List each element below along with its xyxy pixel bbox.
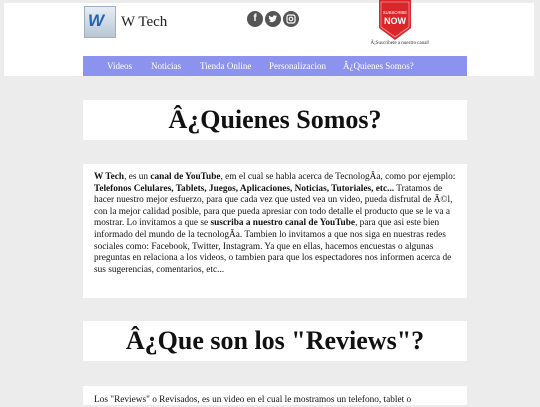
about-text-part: Tratamos de hacer nuestro mejor esfuerzo, para que cada vez que usted vea un video, pueda disfrutal de Ã©l, con la mejor calidad posible, para que pueda apresiar con todo detalle el producto que se le va a mostrar. Lo invitamos a que se bbox=[94, 183, 453, 229]
reviews-card bbox=[83, 386, 467, 405]
main-nav bbox=[83, 56, 467, 76]
about-title-card bbox=[83, 100, 467, 140]
about-title: Â¿Quienes Somos? bbox=[168, 105, 382, 134]
subscribe-badge-line1: SUBSCRIBE bbox=[382, 10, 408, 15]
site-name[interactable]: W Tech bbox=[121, 14, 168, 30]
subscribe-caption: Â¡Suscribete a nuestro canal! bbox=[370, 41, 430, 46]
subscribe-now-badge[interactable] bbox=[377, 0, 413, 40]
about-text-part: , para que asi este bien informado del mundo de la tecnologÃa. Tambien lo invitamos a que nos siga en nuestras redes sociales como: Facebook, Twitter, Instagram. Ya que en ellas, hacemos encuestas o algunas preguntas en relaciona a los videos, o tambien para que los espectadores nos informen acerca de sus sugerencias, comentarios, etc... bbox=[94, 218, 452, 275]
about-brand: W Tech bbox=[94, 172, 125, 182]
instagram-icon[interactable] bbox=[283, 11, 299, 27]
about-subscribe-cta: suscriba a nuestro canal de YouTube bbox=[210, 218, 356, 229]
nav-item-videos[interactable]: Videos bbox=[107, 61, 132, 71]
subscribe-badge-shape bbox=[377, 0, 413, 40]
reviews-title: Â¿Que son los "Reviews"? bbox=[125, 326, 425, 355]
twitter-bird-icon bbox=[265, 11, 281, 27]
about-channel-link: canal de YouTube bbox=[150, 172, 221, 182]
instagram-camera-icon bbox=[283, 11, 299, 27]
about-text-part: , em el cual se habla acerca de TecnologÃa, como por ejemplo: bbox=[220, 172, 456, 182]
about-card bbox=[83, 164, 467, 298]
logo-letter: W bbox=[88, 11, 104, 30]
subscribe-badge-line2: NOW bbox=[384, 16, 406, 26]
about-text bbox=[83, 164, 467, 276]
nav-item-quienes-somos[interactable]: Â¿Quienes Somos? bbox=[343, 61, 414, 71]
about-text-part: , es un bbox=[124, 172, 151, 182]
reviews-text: Los "Reviews" o Revisados, es un video en el cual le mostramos un telefono, tablet o bbox=[94, 395, 412, 405]
nav-item-noticias[interactable]: Noticias bbox=[151, 61, 181, 71]
reviews-title-card bbox=[83, 321, 467, 361]
nav-item-personalizacion[interactable]: Personalizacion bbox=[269, 61, 326, 71]
about-topics: Telefonos Celulares, Tablets, Juegos, Aplicaciones, Noticias, Tutoriales, etc... bbox=[94, 183, 395, 194]
nav-item-tienda-online[interactable]: Tienda Online bbox=[200, 61, 252, 71]
facebook-icon[interactable]: f bbox=[247, 11, 263, 27]
twitter-icon[interactable] bbox=[265, 11, 281, 27]
site-logo[interactable] bbox=[84, 6, 116, 38]
